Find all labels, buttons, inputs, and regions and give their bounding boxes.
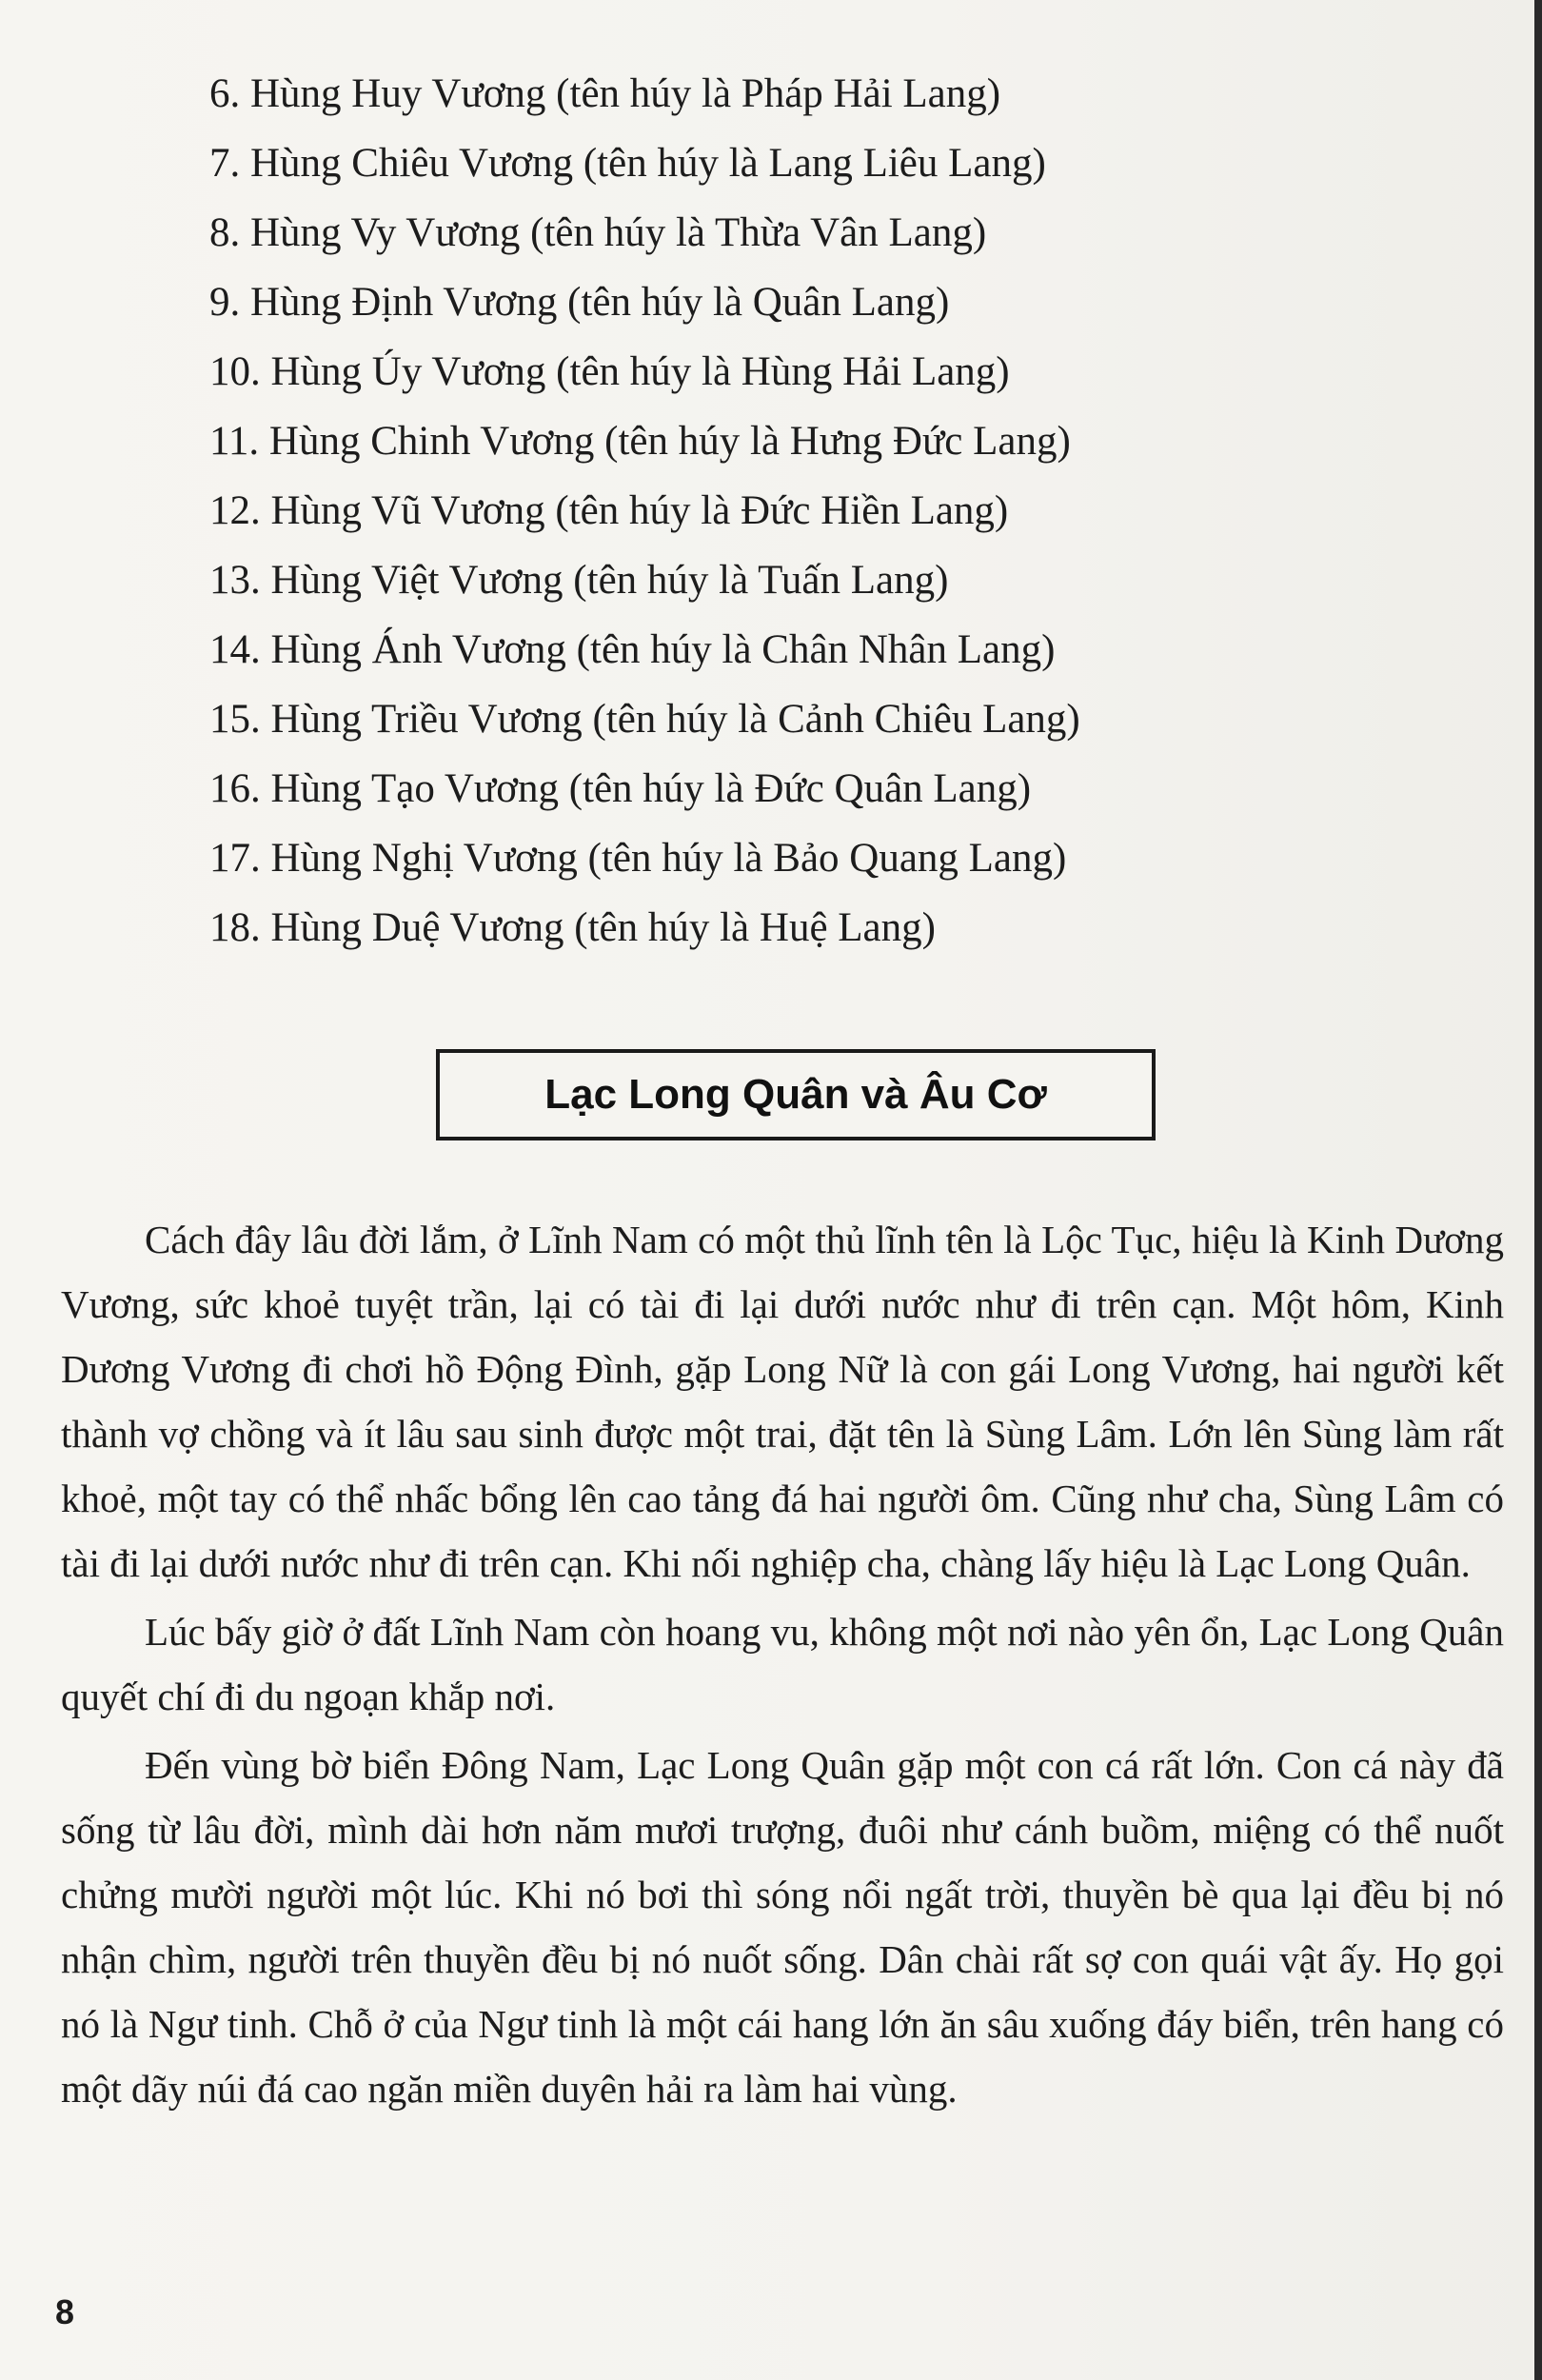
list-item: 18. Hùng Duệ Vương (tên húy là Huệ Lang) (209, 905, 936, 950)
list-item: 8. Hùng Vy Vương (tên húy là Thừa Vân Lang) (209, 210, 987, 255)
list-item: 15. Hùng Triều Vương (tên húy là Cảnh Chiêu Lang) (209, 697, 1080, 742)
page-edge (1534, 0, 1542, 2380)
list-item: 16. Hùng Tạo Vương (tên húy là Đức Quân Lang) (209, 766, 1032, 811)
list-item: 12. Hùng Vũ Vương (tên húy là Đức Hiền Lang) (209, 488, 1009, 533)
paragraph: Đến vùng bờ biển Đông Nam, Lạc Long Quân gặp một con cá rất lớn. Con cá này đã sống từ lâu đời, mình dài hơn năm mươi trượng, đuôi như cánh buồm, miệng có thể nuốt chửng mười người một lúc. Khi nó bơi thì sóng nổi ngất trời, thuyền bè qua lại đều bị nó nhận chìm, người trên thuyền đều bị nó nuốt sống. Dân chài rất sợ con quái vật ấy. Họ gọi nó là Ngư tinh. Chỗ ở của Ngư tinh là một cái hang lớn ăn sâu xuống đáy biển, trên hang có một dãy núi đá cao ngăn miền duyên hải ra làm hai vùng. (61, 1743, 1504, 2111)
list-item: 9. Hùng Định Vương (tên húy là Quân Lang) (209, 280, 950, 325)
section-title: Lạc Long Quân và Âu Cơ (544, 1071, 1047, 1118)
list-item: 14. Hùng Ánh Vương (tên húy là Chân Nhân Lang) (209, 627, 1056, 672)
list-item: 13. Hùng Việt Vương (tên húy là Tuấn Lang) (209, 558, 949, 603)
paragraph: Lúc bấy giờ ở đất Lĩnh Nam còn hoang vu, không một nơi nào yên ổn, Lạc Long Quân quyết chí đi du ngoạn khắp nơi. (61, 1610, 1504, 1718)
hung-king-list (209, 59, 1314, 962)
list-item: 11. Hùng Chinh Vương (tên húy là Hưng Đức Lang) (209, 419, 1071, 464)
list-item: 6. Hùng Huy Vương (tên húy là Pháp Hải Lang) (209, 71, 1001, 116)
story-body (61, 1207, 1504, 2125)
list-item: 7. Hùng Chiêu Vương (tên húy là Lang Liêu Lang) (209, 141, 1046, 186)
paragraph: Cách đây lâu đời lắm, ở Lĩnh Nam có một thủ lĩnh tên là Lộc Tục, hiệu là Kinh Dương Vương, sức khoẻ tuyệt trần, lại có tài đi lại dưới nước như đi trên cạn. Một hôm, Kinh Dương Vương đi chơi hồ Động Đình, gặp Long Nữ là con gái Long Vương, hai người kết thành vợ chồng và ít lâu sau sinh được một trai, đặt tên là Sùng Lâm. Lớn lên Sùng làm rất khoẻ, một tay có thể nhấc bổng lên cao tảng đá hai người ôm. Cũng như cha, Sùng Lâm có tài đi lại dưới nước như đi trên cạn. Khi nối nghiệp cha, chàng lấy hiệu là Lạc Long Quân. (61, 1218, 1504, 1585)
list-item: 10. Hùng Úy Vương (tên húy là Hùng Hải Lang) (209, 349, 1010, 394)
list-item: 17. Hùng Nghị Vương (tên húy là Bảo Quang Lang) (209, 836, 1067, 881)
section-title-box (436, 1049, 1156, 1140)
page-number: 8 (55, 2292, 75, 2331)
